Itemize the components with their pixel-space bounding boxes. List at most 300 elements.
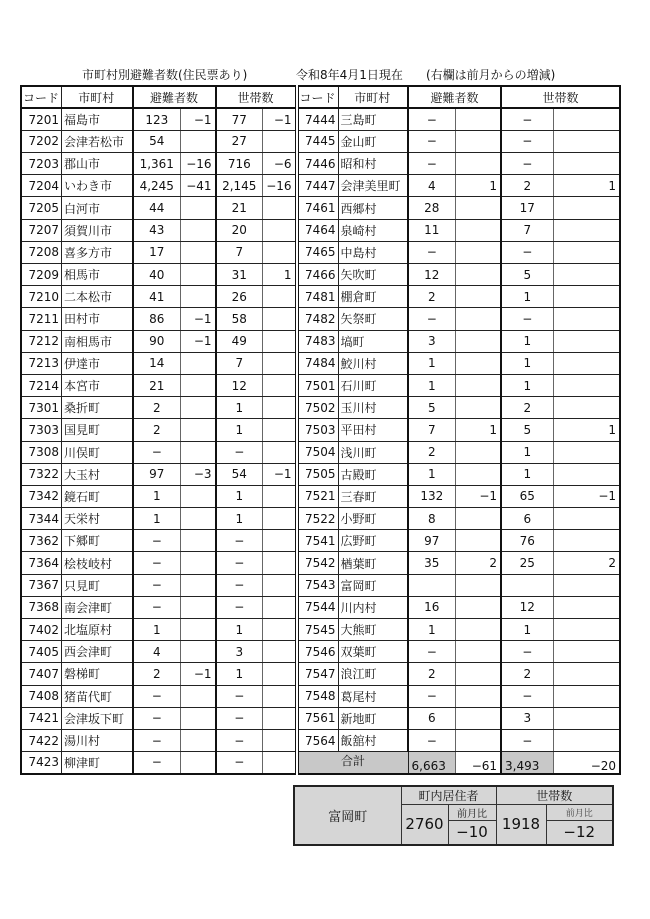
cell-municipality: 桧枝岐村 <box>62 552 133 574</box>
cell-municipality: 会津坂下町 <box>62 707 133 729</box>
cell-households-delta: 1 <box>553 419 620 441</box>
cell-households-delta: 2 <box>553 552 620 574</box>
summary-residents-delta-label: 前月比 <box>448 805 496 821</box>
cell-households: 1 <box>501 463 553 485</box>
cell-evacuees-delta <box>455 574 501 596</box>
cell-evacuees-delta <box>455 219 501 241</box>
cell-code: 7505 <box>297 463 339 485</box>
cell-households-delta <box>263 552 297 574</box>
document-title-line <box>0 66 650 82</box>
cell-households: 65 <box>501 485 553 507</box>
cell-code: 7303 <box>21 419 62 441</box>
cell-households-delta <box>263 752 297 774</box>
cell-municipality: 南相馬市 <box>62 330 133 352</box>
col-header-households: 世帯数 <box>216 86 297 108</box>
cell-households: 27 <box>216 130 263 152</box>
cell-households-delta <box>263 241 297 263</box>
cell-households-delta <box>263 619 297 641</box>
table-header-row <box>21 86 620 108</box>
cell-evacuees: 7 <box>408 419 455 441</box>
cell-municipality: 田村市 <box>62 308 133 330</box>
cell-municipality: 金山町 <box>338 130 408 152</box>
cell-evacuees-delta <box>455 108 501 130</box>
cell-households: 1 <box>216 397 263 419</box>
cell-code: 7202 <box>21 130 62 152</box>
cell-municipality: 川内村 <box>338 596 408 618</box>
cell-code: 7461 <box>297 197 339 219</box>
cell-households: 49 <box>216 330 263 352</box>
cell-municipality: 桑折町 <box>62 397 133 419</box>
cell-households-delta <box>553 641 620 663</box>
total-households-delta: −20 <box>553 752 620 774</box>
cell-municipality: 西郷村 <box>338 197 408 219</box>
cell-households: − <box>216 752 263 774</box>
table-row <box>21 419 620 441</box>
cell-evacuees-delta <box>181 685 216 707</box>
cell-evacuees: − <box>133 685 181 707</box>
cell-evacuees: 2 <box>133 397 181 419</box>
cell-municipality: 湯川村 <box>62 729 133 751</box>
cell-code: 7207 <box>21 219 62 241</box>
cell-households-delta <box>263 308 297 330</box>
cell-municipality: 二本松市 <box>62 286 133 308</box>
cell-evacuees-delta <box>181 707 216 729</box>
cell-households: 1 <box>216 619 263 641</box>
cell-code: 7422 <box>21 729 62 751</box>
cell-municipality: 須賀川市 <box>62 219 133 241</box>
cell-evacuees-delta <box>455 153 501 175</box>
cell-households-delta: 1 <box>263 264 297 286</box>
cell-evacuees-delta <box>455 374 501 396</box>
cell-households: − <box>501 729 553 751</box>
cell-evacuees-delta <box>455 264 501 286</box>
cell-households: 54 <box>216 463 263 485</box>
cell-evacuees-delta <box>455 641 501 663</box>
table-row <box>21 264 620 286</box>
cell-households: 21 <box>216 197 263 219</box>
summary-households-value: 1918 <box>496 805 546 845</box>
cell-evacuees: 40 <box>133 264 181 286</box>
cell-code: 7521 <box>297 485 339 507</box>
table-row <box>21 508 620 530</box>
cell-code: 7522 <box>297 508 339 530</box>
cell-evacuees-delta <box>455 508 501 530</box>
cell-evacuees: 123 <box>133 108 181 130</box>
cell-evacuees-delta <box>181 264 216 286</box>
evacuee-table <box>20 85 621 775</box>
cell-households: 5 <box>501 264 553 286</box>
cell-code: 7408 <box>21 685 62 707</box>
cell-evacuees: 2 <box>408 663 455 685</box>
cell-code: 7542 <box>297 552 339 574</box>
cell-evacuees-delta <box>181 352 216 374</box>
cell-municipality: 新地町 <box>338 707 408 729</box>
cell-code: 7322 <box>21 463 62 485</box>
table-row <box>21 397 620 419</box>
summary-households-label: 世帯数 <box>496 786 613 805</box>
cell-evacuees-delta <box>181 485 216 507</box>
cell-households-delta <box>553 685 620 707</box>
cell-households-delta <box>553 574 620 596</box>
cell-code: 7482 <box>297 308 339 330</box>
cell-households: 7 <box>501 219 553 241</box>
cell-evacuees-delta <box>181 374 216 396</box>
cell-evacuees: − <box>408 685 455 707</box>
cell-households-delta <box>263 707 297 729</box>
cell-evacuees-delta <box>181 441 216 463</box>
cell-evacuees-delta <box>455 530 501 552</box>
cell-code: 7444 <box>297 108 339 130</box>
summary-residents-value: 2760 <box>401 805 448 845</box>
cell-evacuees: − <box>408 130 455 152</box>
cell-municipality: 葛尾村 <box>338 685 408 707</box>
cell-households-delta <box>263 530 297 552</box>
cell-code: 7484 <box>297 352 339 374</box>
cell-households: 25 <box>501 552 553 574</box>
cell-code: 7464 <box>297 219 339 241</box>
cell-code: 7447 <box>297 175 339 197</box>
cell-evacuees: − <box>133 752 181 774</box>
cell-evacuees: 1 <box>133 619 181 641</box>
cell-households: 26 <box>216 286 263 308</box>
table-row <box>21 352 620 374</box>
cell-evacuees: 2 <box>408 286 455 308</box>
cell-code: 7446 <box>297 153 339 175</box>
cell-households-delta <box>263 485 297 507</box>
cell-households-delta <box>263 574 297 596</box>
cell-households-delta: −16 <box>263 175 297 197</box>
cell-evacuees-delta <box>181 219 216 241</box>
cell-code: 7502 <box>297 397 339 419</box>
cell-municipality: 中島村 <box>338 241 408 263</box>
cell-evacuees: 1,361 <box>133 153 181 175</box>
cell-evacuees-delta <box>455 308 501 330</box>
cell-evacuees: 28 <box>408 197 455 219</box>
cell-evacuees-delta: 1 <box>455 419 501 441</box>
cell-evacuees-delta <box>181 286 216 308</box>
cell-households-delta <box>263 441 297 463</box>
cell-evacuees: 97 <box>133 463 181 485</box>
cell-code: 7423 <box>21 752 62 774</box>
cell-households: − <box>216 685 263 707</box>
cell-evacuees-delta <box>181 619 216 641</box>
cell-households-delta <box>553 197 620 219</box>
cell-evacuees: − <box>133 530 181 552</box>
cell-evacuees: 14 <box>133 352 181 374</box>
as-of-date: 令和8年4月1日現在 <box>296 68 403 82</box>
table-row <box>21 729 620 751</box>
cell-code: 7201 <box>21 108 62 130</box>
cell-evacuees-delta <box>181 397 216 419</box>
cell-municipality: 猪苗代町 <box>62 685 133 707</box>
cell-households: 58 <box>216 308 263 330</box>
table-row <box>21 463 620 485</box>
cell-evacuees: 35 <box>408 552 455 574</box>
cell-households-delta <box>263 286 297 308</box>
cell-households-delta <box>263 508 297 530</box>
cell-evacuees: 16 <box>408 596 455 618</box>
cell-households-delta <box>553 219 620 241</box>
cell-households: 12 <box>501 596 553 618</box>
cell-households-delta <box>553 619 620 641</box>
cell-households-delta <box>553 108 620 130</box>
cell-evacuees-delta: 1 <box>455 175 501 197</box>
cell-evacuees-delta <box>455 197 501 219</box>
cell-evacuees: 44 <box>133 197 181 219</box>
cell-households: − <box>216 729 263 751</box>
table-row <box>21 308 620 330</box>
cell-evacuees: 11 <box>408 219 455 241</box>
cell-households-delta <box>553 729 620 751</box>
cell-households-delta <box>553 663 620 685</box>
cell-evacuees: 43 <box>133 219 181 241</box>
cell-code: 7466 <box>297 264 339 286</box>
summary-households-delta: −12 <box>546 821 613 845</box>
summary-residents-delta: −10 <box>448 821 496 845</box>
document-title: 市町村別避難者数(住民票あり) <box>82 68 248 82</box>
total-evacuees: 6,663 <box>408 752 455 774</box>
cell-code: 7547 <box>297 663 339 685</box>
cell-evacuees: 2 <box>408 441 455 463</box>
cell-evacuees-delta <box>181 552 216 574</box>
cell-code: 7367 <box>21 574 62 596</box>
cell-code: 7548 <box>297 685 339 707</box>
cell-households: − <box>216 707 263 729</box>
total-evacuees-delta: −61 <box>455 752 501 774</box>
cell-evacuees: 3 <box>408 330 455 352</box>
cell-code: 7561 <box>297 707 339 729</box>
col-header-code: コード <box>21 86 62 108</box>
cell-households: − <box>216 574 263 596</box>
cell-evacuees-delta <box>181 574 216 596</box>
cell-evacuees-delta <box>455 286 501 308</box>
cell-households-delta <box>263 197 297 219</box>
cell-municipality: 小野町 <box>338 508 408 530</box>
cell-evacuees-delta <box>181 641 216 663</box>
cell-households: 7 <box>216 352 263 374</box>
cell-municipality: 飯舘村 <box>338 729 408 751</box>
cell-municipality: 矢祭町 <box>338 308 408 330</box>
cell-code: 7503 <box>297 419 339 441</box>
cell-households-delta <box>263 685 297 707</box>
cell-households: − <box>501 130 553 152</box>
cell-evacuees: 4 <box>408 175 455 197</box>
cell-code: 7204 <box>21 175 62 197</box>
cell-evacuees-delta <box>181 752 216 774</box>
cell-code: 7301 <box>21 397 62 419</box>
cell-households: 77 <box>216 108 263 130</box>
cell-municipality: 磐梯町 <box>62 663 133 685</box>
cell-municipality: 大熊町 <box>338 619 408 641</box>
cell-evacuees: 1 <box>408 619 455 641</box>
table-row <box>21 241 620 263</box>
cell-households-delta <box>263 374 297 396</box>
cell-households: 1 <box>501 286 553 308</box>
cell-evacuees: − <box>133 552 181 574</box>
cell-households-delta: 1 <box>553 175 620 197</box>
table-row <box>21 374 620 396</box>
cell-households: − <box>501 153 553 175</box>
cell-evacuees-delta <box>455 596 501 618</box>
cell-municipality: 三島町 <box>338 108 408 130</box>
table-row <box>21 752 620 774</box>
cell-code: 7546 <box>297 641 339 663</box>
cell-households-delta <box>553 374 620 396</box>
cell-evacuees: 1 <box>408 352 455 374</box>
cell-municipality: 塙町 <box>338 330 408 352</box>
cell-households: 6 <box>501 508 553 530</box>
cell-evacuees-delta: −1 <box>455 485 501 507</box>
cell-households-delta <box>263 330 297 352</box>
cell-households-delta <box>263 729 297 751</box>
cell-evacuees: − <box>408 641 455 663</box>
cell-code: 7211 <box>21 308 62 330</box>
cell-municipality: 会津美里町 <box>338 175 408 197</box>
cell-evacuees-delta <box>181 596 216 618</box>
cell-municipality: 下郷町 <box>62 530 133 552</box>
summary-town-name: 富岡町 <box>294 786 401 845</box>
cell-municipality: 柳津町 <box>62 752 133 774</box>
cell-households: 20 <box>216 219 263 241</box>
cell-households-delta <box>553 596 620 618</box>
cell-code: 7543 <box>297 574 339 596</box>
cell-municipality: 玉川村 <box>338 397 408 419</box>
cell-households-delta <box>553 530 620 552</box>
cell-evacuees-delta: −41 <box>181 175 216 197</box>
cell-evacuees-delta <box>455 441 501 463</box>
cell-households: − <box>501 641 553 663</box>
cell-evacuees-delta: −3 <box>181 463 216 485</box>
cell-municipality: 石川町 <box>338 374 408 396</box>
cell-code: 7208 <box>21 241 62 263</box>
cell-code: 7364 <box>21 552 62 574</box>
table-row <box>21 441 620 463</box>
cell-evacuees: 1 <box>133 485 181 507</box>
cell-evacuees-delta <box>455 330 501 352</box>
cell-households: 1 <box>501 619 553 641</box>
cell-code: 7344 <box>21 508 62 530</box>
cell-households-delta <box>263 130 297 152</box>
cell-evacuees-delta: −16 <box>181 153 216 175</box>
cell-evacuees-delta: −1 <box>181 308 216 330</box>
cell-code: 7203 <box>21 153 62 175</box>
cell-households: 12 <box>216 374 263 396</box>
cell-evacuees <box>408 574 455 596</box>
cell-municipality: 喜多方市 <box>62 241 133 263</box>
cell-evacuees-delta: −1 <box>181 108 216 130</box>
cell-evacuees-delta <box>455 397 501 419</box>
cell-code: 7445 <box>297 130 339 152</box>
cell-evacuees: − <box>408 153 455 175</box>
cell-households-delta: −6 <box>263 153 297 175</box>
cell-municipality: 伊達市 <box>62 352 133 374</box>
cell-municipality: 郡山市 <box>62 153 133 175</box>
cell-evacuees: − <box>408 241 455 263</box>
cell-code: 7213 <box>21 352 62 374</box>
cell-code: 7421 <box>21 707 62 729</box>
cell-municipality: 双葉町 <box>338 641 408 663</box>
cell-municipality: 大玉村 <box>62 463 133 485</box>
cell-households: 1 <box>216 485 263 507</box>
cell-households: 5 <box>501 419 553 441</box>
cell-evacuees: 6 <box>408 707 455 729</box>
cell-code: 7504 <box>297 441 339 463</box>
cell-households: 2 <box>501 175 553 197</box>
cell-evacuees: − <box>133 729 181 751</box>
cell-evacuees: 17 <box>133 241 181 263</box>
cell-households: 1 <box>216 419 263 441</box>
cell-code: 7205 <box>21 197 62 219</box>
table-row <box>21 219 620 241</box>
cell-households: 76 <box>501 530 553 552</box>
cell-municipality: 鮫川村 <box>338 352 408 374</box>
total-households: 3,493 <box>501 752 553 774</box>
cell-evacuees-delta <box>455 707 501 729</box>
cell-evacuees: 4,245 <box>133 175 181 197</box>
cell-code: 7544 <box>297 596 339 618</box>
cell-households <box>501 574 553 596</box>
cell-municipality: 本宮市 <box>62 374 133 396</box>
cell-households: 1 <box>501 441 553 463</box>
table-row <box>21 330 620 352</box>
cell-municipality: 広野町 <box>338 530 408 552</box>
cell-municipality: 北塩原村 <box>62 619 133 641</box>
cell-municipality: 南会津町 <box>62 596 133 618</box>
cell-code: 7481 <box>297 286 339 308</box>
cell-municipality: 昭和村 <box>338 153 408 175</box>
table-row <box>21 552 620 574</box>
cell-households-delta <box>553 352 620 374</box>
cell-evacuees-delta <box>181 530 216 552</box>
cell-evacuees-delta: −1 <box>181 330 216 352</box>
cell-households: 31 <box>216 264 263 286</box>
cell-households-delta: −1 <box>263 463 297 485</box>
cell-households: − <box>216 552 263 574</box>
table-row <box>21 574 620 596</box>
cell-evacuees: 4 <box>133 641 181 663</box>
cell-households-delta <box>553 241 620 263</box>
cell-evacuees-delta: 2 <box>455 552 501 574</box>
cell-code: 7564 <box>297 729 339 751</box>
table-row <box>21 641 620 663</box>
cell-households: 2,145 <box>216 175 263 197</box>
cell-evacuees: 21 <box>133 374 181 396</box>
cell-evacuees: 41 <box>133 286 181 308</box>
cell-evacuees: 1 <box>408 374 455 396</box>
cell-households: 7 <box>216 241 263 263</box>
cell-evacuees: − <box>408 308 455 330</box>
table-row <box>21 619 620 641</box>
cell-municipality: 福島市 <box>62 108 133 130</box>
cell-households-delta <box>553 397 620 419</box>
cell-households-delta <box>553 441 620 463</box>
cell-code: 7545 <box>297 619 339 641</box>
cell-households: − <box>501 685 553 707</box>
summary-households-delta-label: 前月比 <box>546 805 613 821</box>
cell-evacuees-delta <box>455 241 501 263</box>
table-row <box>21 685 620 707</box>
cell-households: 1 <box>216 508 263 530</box>
cell-code: 7210 <box>21 286 62 308</box>
cell-households-delta <box>263 419 297 441</box>
cell-households-delta <box>553 707 620 729</box>
cell-households-delta: −1 <box>263 108 297 130</box>
cell-evacuees-delta: −1 <box>181 663 216 685</box>
cell-evacuees: 1 <box>408 463 455 485</box>
cell-evacuees: 12 <box>408 264 455 286</box>
cell-municipality: 浪江町 <box>338 663 408 685</box>
cell-evacuees: 2 <box>133 663 181 685</box>
